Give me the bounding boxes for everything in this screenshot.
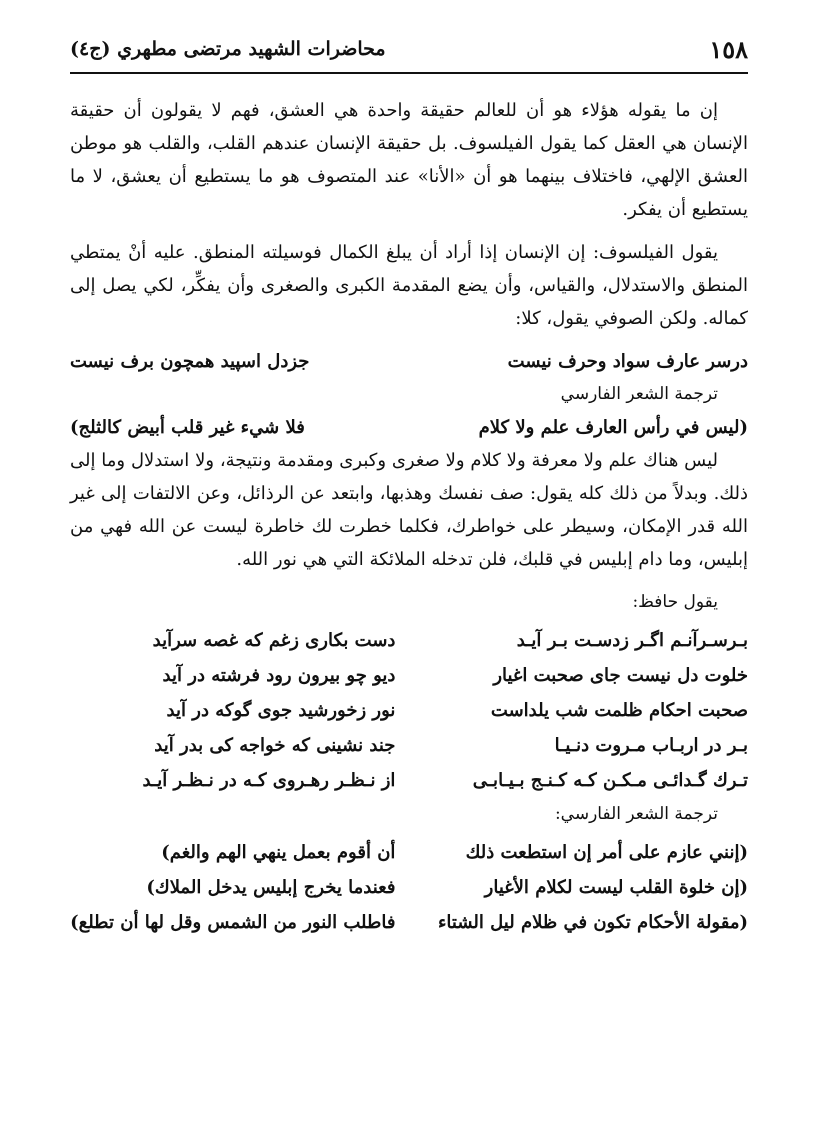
arabic-couplets xyxy=(70,835,748,940)
translation-label-1: ترجمة الشعر الفارسي xyxy=(560,384,718,404)
couplet-left: دست بكارى زغم كه غصه سرآيد xyxy=(152,630,396,651)
persian-verse-1 xyxy=(70,345,748,378)
couplet-right: بـر در اربـاب مـروت دنـيـا xyxy=(554,735,748,756)
persian-couplets xyxy=(70,623,748,798)
persian-couplet xyxy=(70,623,748,658)
hafez-label: يقول حافظ: xyxy=(632,592,718,612)
persian-verse-1-right: درسر عارف سواد وحرف نيست xyxy=(507,351,748,372)
page-header xyxy=(70,34,748,64)
couplet-left: نور زخورشيد جوى گوكه در آيد xyxy=(166,700,396,721)
couplet-right: (إن خلوة القلب ليست لكلام الأغيار xyxy=(484,877,748,898)
couplet-right: (إنني عازم على أمر إن استطعت ذلك xyxy=(465,842,748,863)
paragraph-1: إن ما يقوله هؤلاء هو أن للعالم حقيقة واحدة هي العشق، فهم لا يقولون أن حقيقة الإنسان هي العقل كما يقول الفيلسوف. بل حقيقة الإنسان عندهم القلب، والقلب هو موطن العشق الإلهي، فاختلاف بينهما هو أن «الأنا» عند المتصوف هو ما يستطيع أن يعشق، لا ما يستطيع أن يفكر. xyxy=(70,100,748,220)
arabic-verse-1-right: (ليس في رأس العارف علم ولا كلام xyxy=(478,417,748,438)
persian-couplet xyxy=(70,728,748,763)
persian-couplet xyxy=(70,763,748,798)
arabic-couplet xyxy=(70,870,748,905)
persian-verse-1-left: جزدل اسپيد همچون برف نيست xyxy=(70,351,310,372)
couplet-left: فعندما يخرج إبليس يدخل الملاك) xyxy=(146,877,396,898)
paragraph-3: ليس هناك علم ولا معرفة ولا كلام ولا صغرى وكبرى ومقدمة ونتيجة، ولا استدلال وما إلى ذلك. وبدلاً من ذلك كله يقول: صف نفسك وهذبها، وابتعد عن الرذائل، وعن الالتفات إلى غير الله قدر الإمكان، وسيطر على خواطرك، فكلما خطرت لك خاطرة ليست عن الله فهي من إبليس، وما دام إبليس في قلبك، فلن تدخله الملائكة التي هي نور الله. xyxy=(70,450,748,570)
arabic-verse-1 xyxy=(70,411,748,444)
paragraph-2: يقول الفيلسوف: إن الإنسان إذا أراد أن يبلغ الكمال فوسيلته المنطق. عليه أنْ يمتطي المنطق والاستدلال، والقياس، وأن يضع المقدمة الكبرى والصغرى وأن يفكِّر، لكي يصل إلى كماله. ولكن الصوفي يقول، كلا: xyxy=(70,242,748,329)
couplet-right: (مقولة الأحكام تكون في ظلام ليل الشتاء xyxy=(437,912,748,933)
couplet-left: از نـظـر رهـروى كـه در نـظـر آيـد xyxy=(142,770,396,791)
header-rule xyxy=(70,72,748,74)
arabic-couplet xyxy=(70,835,748,870)
couplet-right: خلوت دل نيست جاى صحبت اغيار xyxy=(493,665,748,686)
couplet-right: تـرك گـدائـى مـكـن كـه كـنـج بـيـابـى xyxy=(472,770,748,791)
persian-couplet xyxy=(70,693,748,728)
couplet-left: جند نشينى كه خواجه كى بدر آيد xyxy=(154,735,396,756)
couplet-right: بـرسـرآنـم اگـر زدسـت بـر آيـد xyxy=(516,630,748,651)
translation-label-2: ترجمة الشعر الفارسي: xyxy=(554,804,718,824)
couplet-left: ديو چو بيرون رود فرشته در آيد xyxy=(162,665,396,686)
couplet-right: صحبت احكام ظلمت شب يلداست xyxy=(490,700,748,721)
arabic-verse-1-left: فلا شيء غير قلب أبيض كالثلج) xyxy=(70,417,305,438)
page-number: ١٥٨ xyxy=(709,34,748,64)
couplet-left: فاطلب النور من الشمس وقل لها أن تطلع) xyxy=(70,912,396,933)
arabic-couplet xyxy=(70,905,748,940)
running-title: محاضرات الشهيد مرتضى مطهري (ج٤) xyxy=(70,38,386,60)
persian-couplet xyxy=(70,658,748,693)
page-body xyxy=(70,94,748,940)
couplet-left: أن أقوم بعمل ينهي الهم والغم) xyxy=(161,842,396,863)
